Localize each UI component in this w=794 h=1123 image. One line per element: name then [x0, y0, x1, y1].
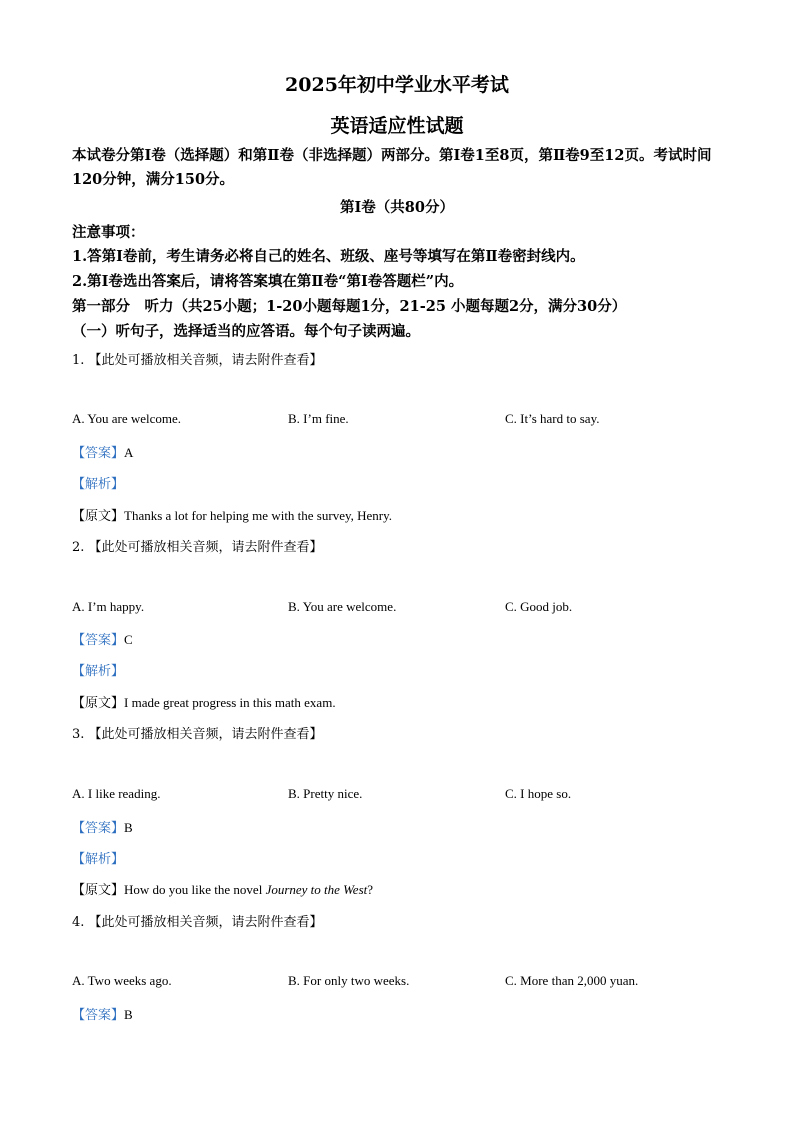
- q3-option-a: A. I like reading.: [72, 786, 161, 801]
- q1-option-c: C. It’s hard to say.: [505, 411, 600, 426]
- q2-original: 【原文】I made great progress in this math exam.: [72, 695, 336, 711]
- q1-analysis: 【解析】: [72, 477, 125, 492]
- novel-title: Journey to the West: [265, 882, 368, 897]
- section-title: （一）听句子，选择适当的应答语。每个句子读两遍。: [72, 323, 420, 340]
- volume-title: 第Ⅰ卷（共80分）: [340, 199, 454, 216]
- exam-intro: 本试卷分第Ⅰ卷（选择题）和第Ⅱ卷（非选择题）两部分。第Ⅰ卷1至8页，第Ⅱ卷9至12页。考试时间120分钟，满分150分。: [72, 147, 712, 188]
- q1-answer: 【答案】A: [72, 445, 134, 461]
- q2-option-b: B. You are welcome.: [288, 599, 397, 614]
- q2-option-a: A. I’m happy.: [72, 599, 145, 614]
- q2-analysis: 【解析】: [72, 664, 125, 679]
- question-stem-1: 1. 【此处可播放相关音频，请去附件查看】: [72, 353, 323, 368]
- q1-original: 【原文】Thanks a lot for helping me with the survey, Henry.: [72, 508, 393, 524]
- q4-option-b: B. For only two weeks.: [288, 973, 410, 988]
- exam-subtitle: 英语适应性试题: [330, 115, 464, 137]
- note-item-1: 1.答第Ⅰ卷前，考生请务必将自己的姓名、班级、座号等填写在第Ⅱ卷密封线内。: [72, 248, 585, 265]
- q4-answer: 【答案】B: [72, 1007, 133, 1023]
- q3-option-b: B. Pretty nice.: [288, 786, 363, 801]
- q3-option-c: C. I hope so.: [505, 786, 572, 801]
- question-stem-4: 4. 【此处可播放相关音频，请去附件查看】: [72, 915, 323, 930]
- q4-option-a: A. Two weeks ago.: [72, 973, 172, 988]
- notes-heading: 注意事项：: [72, 224, 145, 241]
- question-stem-2: 2. 【此处可播放相关音频，请去附件查看】: [72, 540, 323, 555]
- question-stem-3: 3. 【此处可播放相关音频，请去附件查看】: [72, 727, 323, 742]
- q4-option-c: C. More than 2,000 yuan.: [505, 973, 639, 988]
- q2-answer: 【答案】C: [72, 632, 133, 648]
- q2-option-c: C. Good job.: [505, 599, 573, 614]
- q3-analysis: 【解析】: [72, 852, 125, 867]
- part-title: 第一部分 听力（共25小题；1-20小题每题1分，21-25 小题每题2分，满分30分）: [72, 298, 627, 315]
- exam-title: 2025年初中学业水平考试: [285, 74, 509, 96]
- q3-original: 【原文】How do you like the novel Journey to the West?: [72, 882, 374, 898]
- note-item-2: 2.第Ⅰ卷选出答案后，请将答案填在第Ⅱ卷“第Ⅰ卷答题栏”内。: [72, 273, 464, 290]
- q1-option-a: A. You are welcome.: [72, 411, 182, 426]
- q1-option-b: B. I’m fine.: [288, 411, 349, 426]
- q3-answer: 【答案】B: [72, 820, 133, 836]
